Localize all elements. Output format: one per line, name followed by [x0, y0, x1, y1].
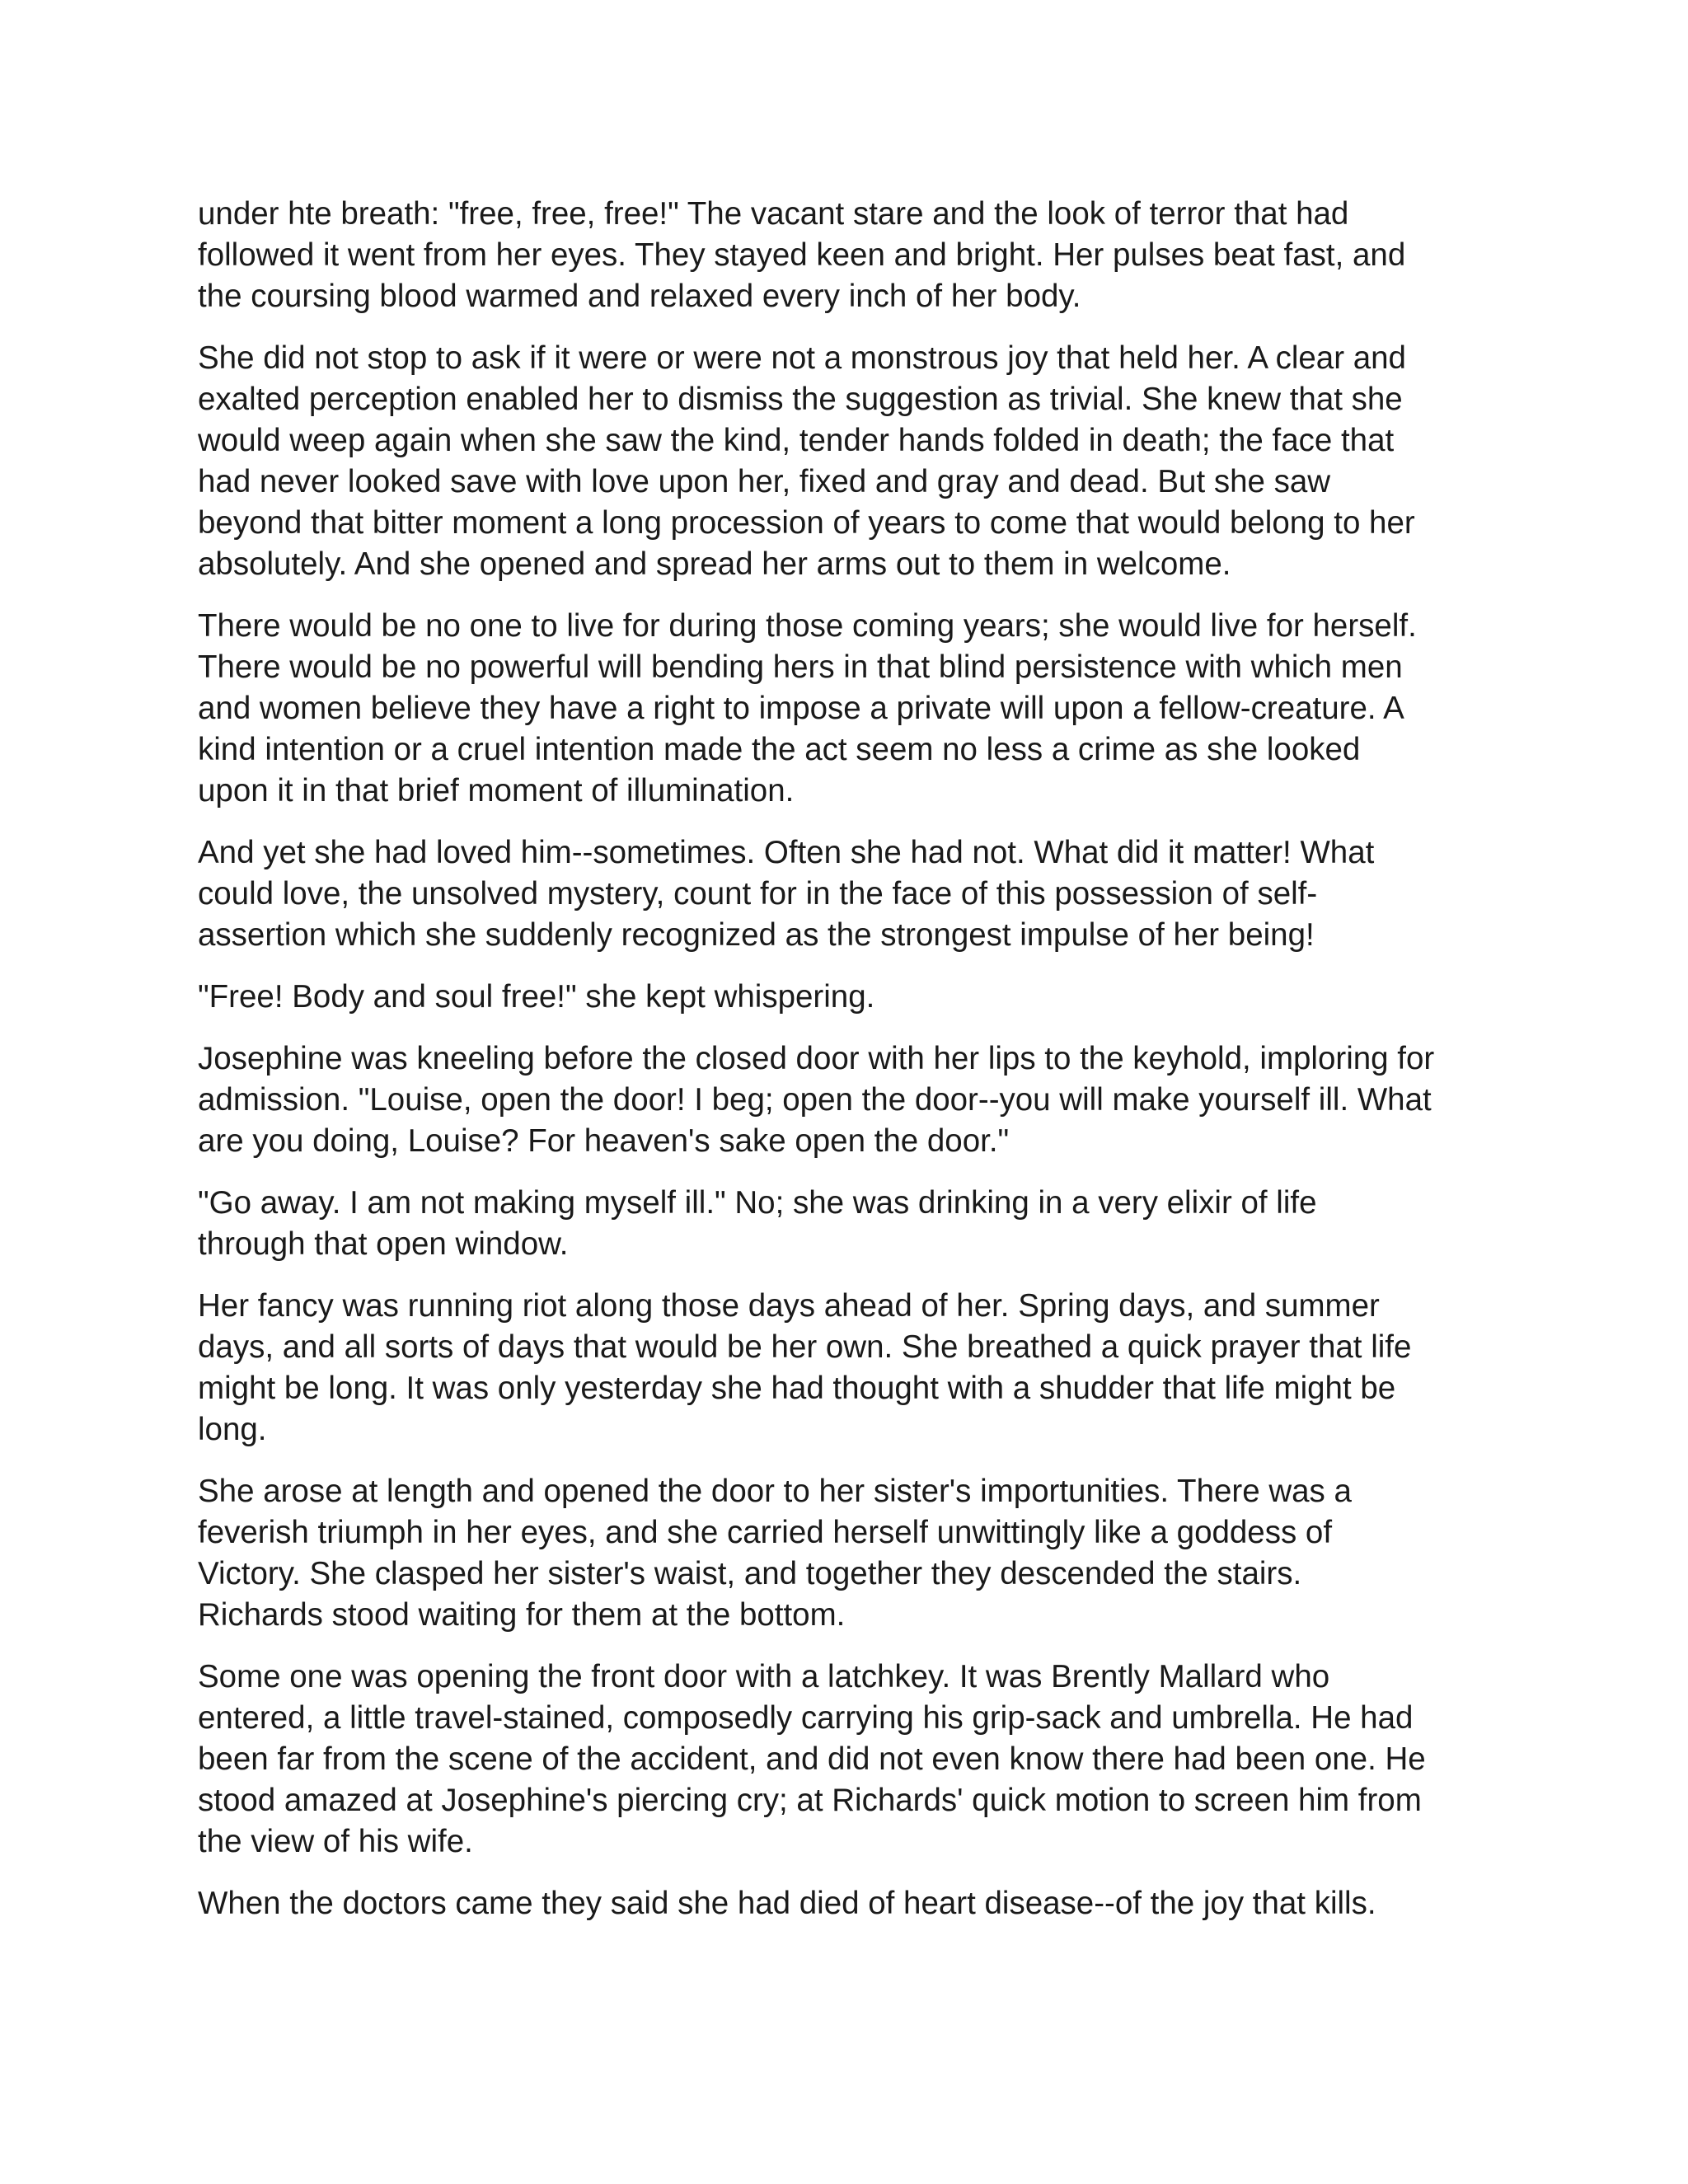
text-line: feverish triumph in her eyes, and she carried herself unwittingly like a goddess of	[198, 1515, 1333, 1550]
text-line: long.	[198, 1412, 267, 1447]
text-line: days, and all sorts of days that would be her own. She breathed a quick prayer that life	[198, 1329, 1412, 1365]
paragraph-5	[198, 977, 1500, 1018]
text-line: entered, a little travel-stained, composedly carrying his grip-sack and umbrella. He had	[198, 1700, 1414, 1736]
text-line: the coursing blood warmed and relaxed every inch of her body.	[198, 279, 1081, 314]
text-line: "Free! Body and soul free!" she kept whispering.	[198, 979, 875, 1015]
text-line: Some one was opening the front door with a latchkey. It was Brently Mallard who	[198, 1659, 1330, 1694]
text-line: And yet she had loved him--sometimes. Often she had not. What did it matter! What	[198, 835, 1375, 870]
text-line: She arose at length and opened the door to her sister's importunities. There was a	[198, 1474, 1352, 1509]
text-line: could love, the unsolved mystery, count for in the face of this possession of self-	[198, 876, 1318, 912]
text-line: the view of his wife.	[198, 1824, 473, 1859]
document-page	[198, 194, 1500, 1945]
text-line: beyond that bitter moment a long procession of years to come that would belong to her	[198, 505, 1415, 541]
text-line: and women believe they have a right to impose a private will upon a fellow-creature. A	[198, 691, 1404, 726]
text-line: would weep again when she saw the kind, tender hands folded in death; the face that	[198, 423, 1395, 458]
paragraph-11	[198, 1883, 1500, 1924]
paragraph-7	[198, 1183, 1500, 1265]
text-line: assertion which she suddenly recognized as the strongest impulse of her being!	[198, 917, 1315, 953]
paragraph-1	[198, 194, 1500, 317]
text-line: Her fancy was running riot along those days ahead of her. Spring days, and summer	[198, 1288, 1380, 1324]
text-line: When the doctors came they said she had died of heart disease--of the joy that kills.	[198, 1886, 1376, 1921]
text-line: might be long. It was only yesterday she had thought with a shudder that life might be	[198, 1371, 1396, 1406]
text-line: Richards stood waiting for them at the bottom.	[198, 1597, 846, 1633]
text-line: There would be no one to live for during those coming years; she would live for herself.	[198, 608, 1417, 644]
text-line: stood amazed at Josephine's piercing cry; at Richards' quick motion to screen him from	[198, 1783, 1422, 1818]
text-line: "Go away. I am not making myself ill." No; she was drinking in a very elixir of life	[198, 1185, 1317, 1221]
text-line: kind intention or a cruel intention made the act seem no less a crime as she looked	[198, 732, 1361, 767]
paragraph-3	[198, 606, 1500, 812]
paragraph-8	[198, 1286, 1500, 1451]
paragraph-4	[198, 832, 1500, 956]
paragraph-9	[198, 1471, 1500, 1636]
text-line: admission. "Louise, open the door! I beg; open the door--you will make yourself ill. What	[198, 1082, 1432, 1118]
text-line: followed it went from her eyes. They stayed keen and bright. Her pulses beat fast, and	[198, 237, 1406, 273]
paragraph-2	[198, 338, 1500, 585]
paragraph-6	[198, 1038, 1500, 1162]
text-line: Josephine was kneeling before the closed door with her lips to the keyhold, imploring for	[198, 1041, 1435, 1076]
text-line: exalted perception enabled her to dismiss the suggestion as trivial. She knew that she	[198, 382, 1403, 417]
text-line: under hte breath: "free, free, free!" The vacant stare and the look of terror that had	[198, 196, 1349, 232]
paragraph-10	[198, 1657, 1500, 1863]
text-line: upon it in that brief moment of illumination.	[198, 773, 795, 808]
text-line: had never looked save with love upon her, fixed and gray and dead. But she saw	[198, 464, 1331, 499]
text-line: through that open window.	[198, 1226, 569, 1262]
text-line: She did not stop to ask if it were or were not a monstrous joy that held her. A clear and	[198, 340, 1406, 376]
text-line: are you doing, Louise? For heaven's sake open the door."	[198, 1123, 1010, 1159]
text-line: There would be no powerful will bending hers in that blind persistence with which men	[198, 649, 1403, 685]
text-line: been far from the scene of the accident, and did not even know there had been one. He	[198, 1741, 1426, 1777]
text-line: absolutely. And she opened and spread her arms out to them in welcome.	[198, 546, 1231, 582]
text-line: Victory. She clasped her sister's waist, and together they descended the stairs.	[198, 1556, 1302, 1591]
